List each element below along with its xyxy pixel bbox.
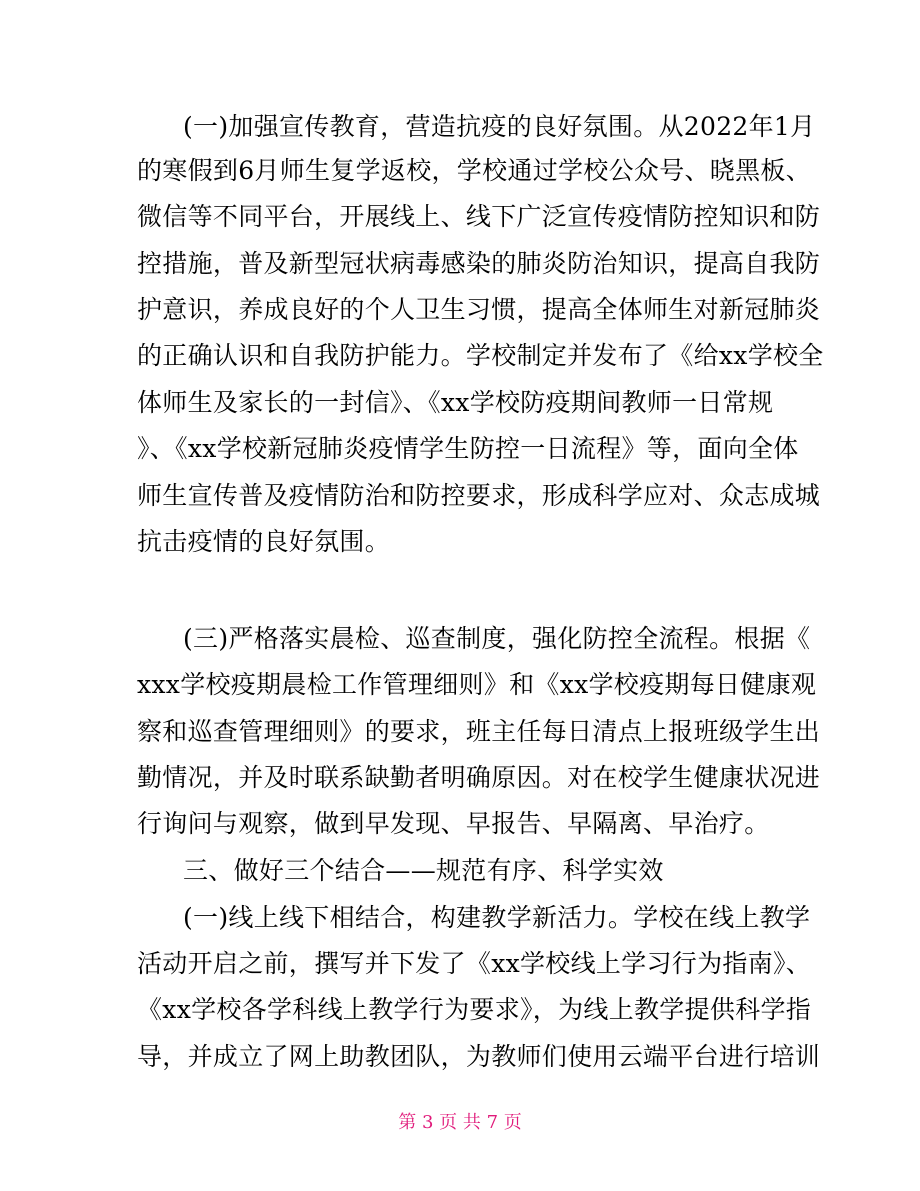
paragraph-2-line-3: 察和巡查管理细则》的要求，班主任每日清点上报班级学生出 bbox=[137, 717, 821, 746]
paragraph-1-line-9: 师生宣传普及疫情防治和防控要求，形成科学应对、众志成城 bbox=[137, 481, 821, 510]
paragraph-1-line-6: 的正确认识和自我防护能力。学校制定并发布了《给xx学校全 bbox=[137, 341, 824, 370]
paragraph-2-line-5: 行询问与观察，做到早发现、早报告、早隔离、早治疗。 bbox=[137, 809, 770, 838]
paragraph-1-line-7: 体师生及家长的一封信》、《xx学校防疫期间教师一日常规 bbox=[137, 388, 774, 417]
paragraph-3-line-3: 《xx学校各学科线上教学行为要求》，为线上教学提供科学指 bbox=[137, 995, 812, 1024]
paragraph-2-line-1: (三)严格落实晨检、巡查制度，强化防控全流程。根据《 bbox=[183, 624, 811, 653]
paragraph-3-line-4: 导，并成立了网上助教团队，为教师们使用云端平台进行培训 bbox=[137, 1042, 821, 1071]
page-number-footer: 第 3 页 共 7 页 bbox=[398, 1112, 522, 1133]
paragraph-2-line-2: xxx学校疫期晨检工作管理细则》和《xx学校疫期每日健康观 bbox=[137, 670, 817, 699]
paragraph-1-line-10: 抗击疫情的良好氛围。 bbox=[137, 527, 391, 556]
paragraph-3-line-1: (一)线上线下相结合，构建教学新活力。学校在线上教学 bbox=[183, 903, 811, 932]
paragraph-2-line-4: 勤情况，并及时联系缺勤者明确原因。对在校学生健康状况进 bbox=[137, 763, 821, 792]
section-heading: 三、做好三个结合——规范有序、科学实效 bbox=[183, 856, 664, 885]
paragraph-1-line-2: 的寒假到6月师生复学返校，学校通过学校公众号、晓黑板、 bbox=[137, 156, 812, 185]
paragraph-1-line-5: 护意识，养成良好的个人卫生习惯，提高全体师生对新冠肺炎 bbox=[137, 295, 821, 324]
paragraph-1-line-1: (一)加强宣传教育，营造抗疫的良好氛围。从2022年1月 bbox=[183, 112, 816, 141]
paragraph-1-line-3: 微信等不同平台，开展线上、线下广泛宣传疫情防控知识和防 bbox=[137, 202, 821, 231]
paragraph-3-line-2: 活动开启之前，撰写并下发了《xx学校线上学习行为指南》、 bbox=[137, 949, 812, 978]
paragraph-1-line-4: 控措施，普及新型冠状病毒感染的肺炎防治知识，提高自我防 bbox=[137, 249, 821, 278]
paragraph-1-line-8: 》、《xx学校新冠肺炎疫情学生防控一日流程》等，面向全体 bbox=[137, 434, 799, 463]
